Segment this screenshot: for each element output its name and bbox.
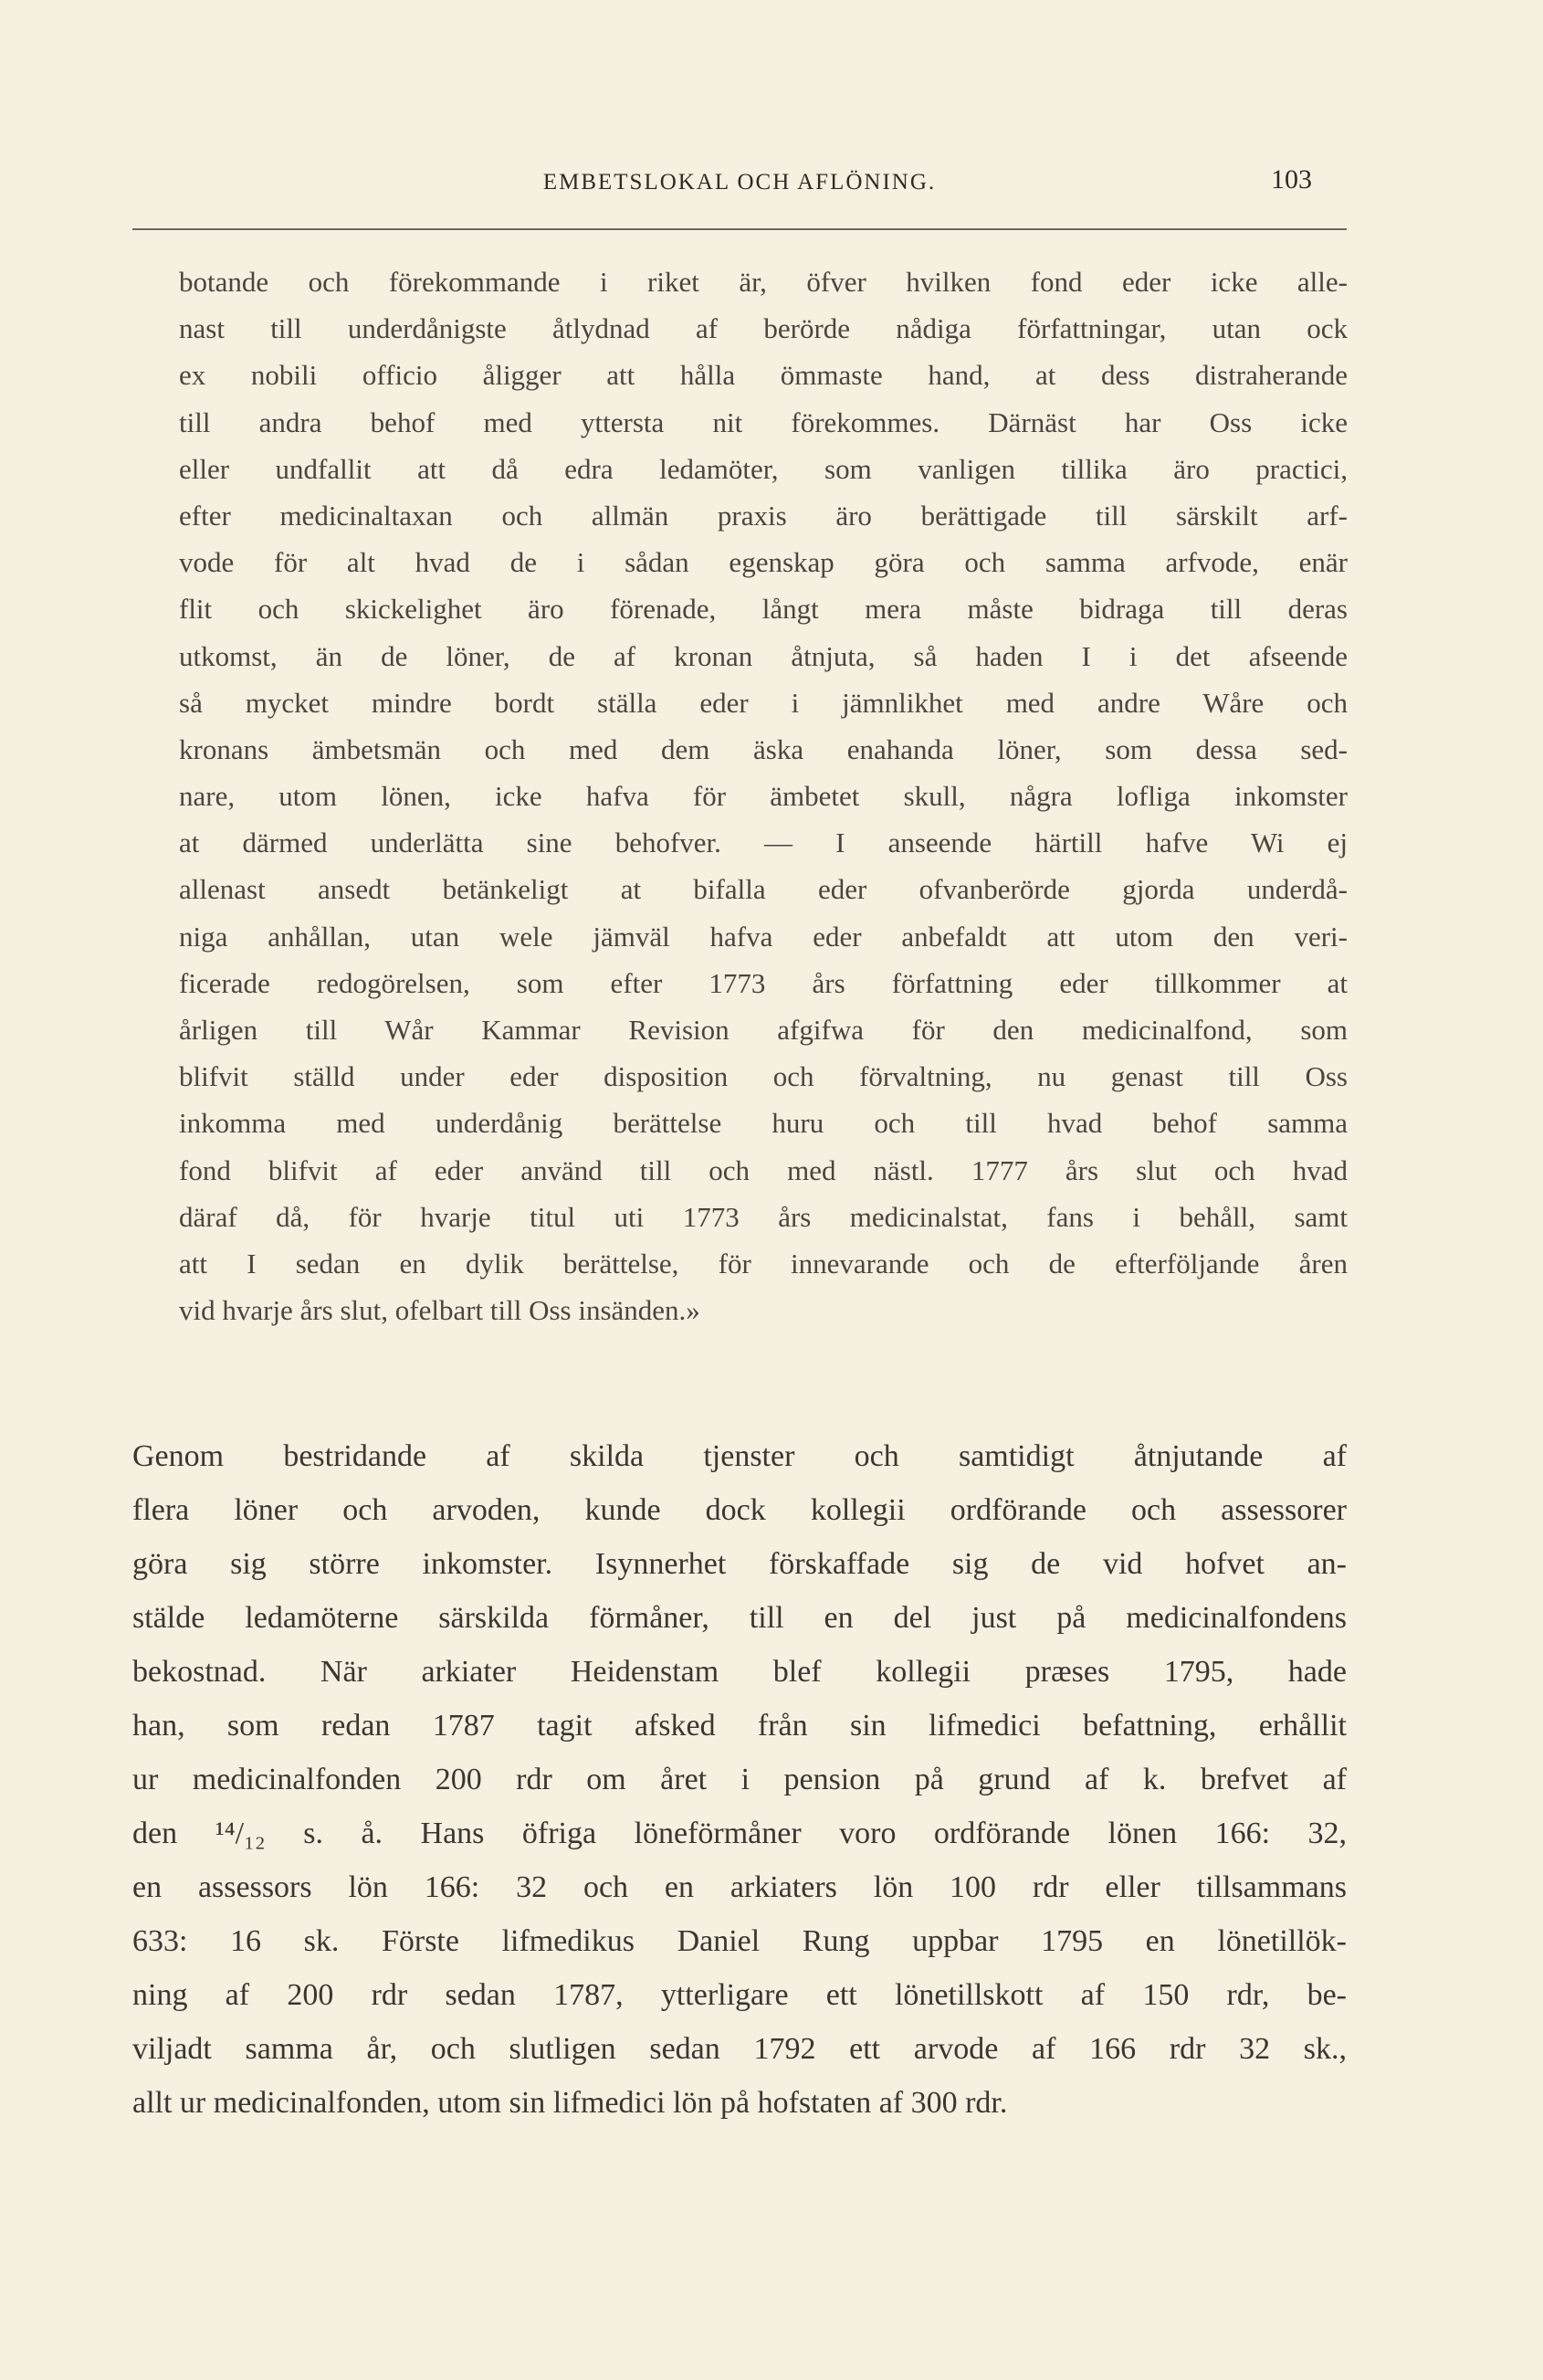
text-line: inkomma med underdånig berättelse huru och till hvad behof samma bbox=[179, 1107, 1348, 1140]
text-line: eller undfallit att då edra ledamöter, som vanligen tillika äro practici, bbox=[179, 452, 1348, 485]
text-line: allenast ansedt betänkeligt at bifalla eder ofvanberörde gjorda underdå- bbox=[179, 873, 1348, 906]
text-line: ning af 200 rdr sedan 1787, ytterligare ett lönetillskott af 150 rdr, be- bbox=[132, 1978, 1347, 2012]
quoted-decree bbox=[179, 258, 1348, 1333]
text-line: ex nobili officio åligger att hålla ömmaste hand, at dess distraherande bbox=[179, 359, 1348, 392]
text-line: att I sedan en dylik berättelse, för innevarande och de efterföljande åren bbox=[179, 1247, 1348, 1280]
header-rule bbox=[132, 228, 1347, 230]
text-line: årligen till Wår Kammar Revision afgifwa för den medicinalfond, som bbox=[179, 1014, 1348, 1046]
text-line: viljadt samma år, och slutligen sedan 1792 ett arvode af 166 rdr 32 sk., bbox=[132, 2032, 1347, 2066]
text-line: vid hvarje års slut, ofelbart till Oss insänden.» bbox=[179, 1294, 700, 1327]
text-line: vode för alt hvad de i sådan egenskap göra och samma arfvode, enär bbox=[179, 546, 1348, 579]
text-line: nare, utom lönen, icke hafva för ämbetet skull, några lofliga inkomster bbox=[179, 780, 1348, 813]
page-number: 103 bbox=[1271, 164, 1312, 195]
text-line: efter medicinaltaxan och allmän praxis äro berättigade till särskilt arf- bbox=[179, 499, 1348, 532]
text-line: däraf då, för hvarje titul uti 1773 års medicinalstat, fans i behåll, samt bbox=[179, 1200, 1348, 1233]
text-line: ficerade redogörelsen, som efter 1773 års författning eder tillkommer at bbox=[179, 966, 1348, 999]
text-line: ur medicinalfonden 200 rdr om året i pension på grund af k. brefvet af bbox=[132, 1763, 1347, 1796]
text-line: flera löner och arvoden, kunde dock kollegii ordförande och assessorer bbox=[132, 1493, 1347, 1527]
text-line: nast till underdånigste åtlydnad af berörde nådiga författningar, utan ock bbox=[179, 312, 1348, 345]
text-line: han, som redan 1787 tagit afsked från sin lifmedici befattning, erhållit bbox=[132, 1709, 1347, 1743]
text-line: till andra behof med yttersta nit förekommes. Därnäst har Oss icke bbox=[179, 405, 1348, 438]
text-line: så mycket mindre bordt ställa eder i jämnlikhet med andre Wåre och bbox=[179, 686, 1348, 719]
text-line: allt ur medicinalfonden, utom sin lifmedici lön på hofstaten af 300 rdr. bbox=[132, 2086, 1008, 2120]
text-line: Genom bestridande af skilda tjenster och samtidigt åtnjutande af bbox=[132, 1439, 1347, 1473]
body-paragraph bbox=[132, 1429, 1347, 2130]
text-line: utkomst, än de löner, de af kronan åtnjuta, så haden I i det afseende bbox=[179, 639, 1348, 672]
text-line: en assessors lön 166: 32 och en arkiaters lön 100 rdr eller tillsammans bbox=[132, 1870, 1347, 1904]
text-line: göra sig större inkomster. Isynnerhet förskaffade sig de vid hofvet an- bbox=[132, 1547, 1347, 1581]
text-line: den ¹⁴/₁₂ s. å. Hans öfriga löneförmåner voro ordförande lönen 166: 32, bbox=[132, 1817, 1347, 1850]
text-line: fond blifvit af eder använd till och med nästl. 1777 års slut och hvad bbox=[179, 1153, 1348, 1186]
text-line: niga anhållan, utan wele jämväl hafva eder anbefaldt att utom den veri- bbox=[179, 920, 1348, 953]
text-line: botande och förekommande i riket är, öfver hvilken fond eder icke alle- bbox=[179, 266, 1348, 298]
text-line: flit och skickelighet äro förenade, långt mera måste bidraga till deras bbox=[179, 593, 1348, 626]
text-line: 633: 16 sk. Förste lifmedikus Daniel Rung uppbar 1795 en lönetillök- bbox=[132, 1924, 1347, 1958]
running-head: EMBETSLOKAL OCH AFLÖNING. bbox=[542, 170, 937, 195]
text-line: bekostnad. När arkiater Heidenstam blef kollegii præses 1795, hade bbox=[132, 1655, 1347, 1689]
text-line: blifvit ställd under eder disposition och förvaltning, nu genast till Oss bbox=[179, 1060, 1348, 1093]
text-line: kronans ämbetsmän och med dem äska enahanda löner, som dessa sed- bbox=[179, 732, 1348, 765]
text-line: stälde ledamöterne särskilda förmåner, till en del just på medicinalfondens bbox=[132, 1601, 1347, 1635]
page-header bbox=[132, 164, 1347, 201]
text-line: at därmed underlätta sine behofver. — I anseende härtill hafve Wi ej bbox=[179, 827, 1348, 859]
